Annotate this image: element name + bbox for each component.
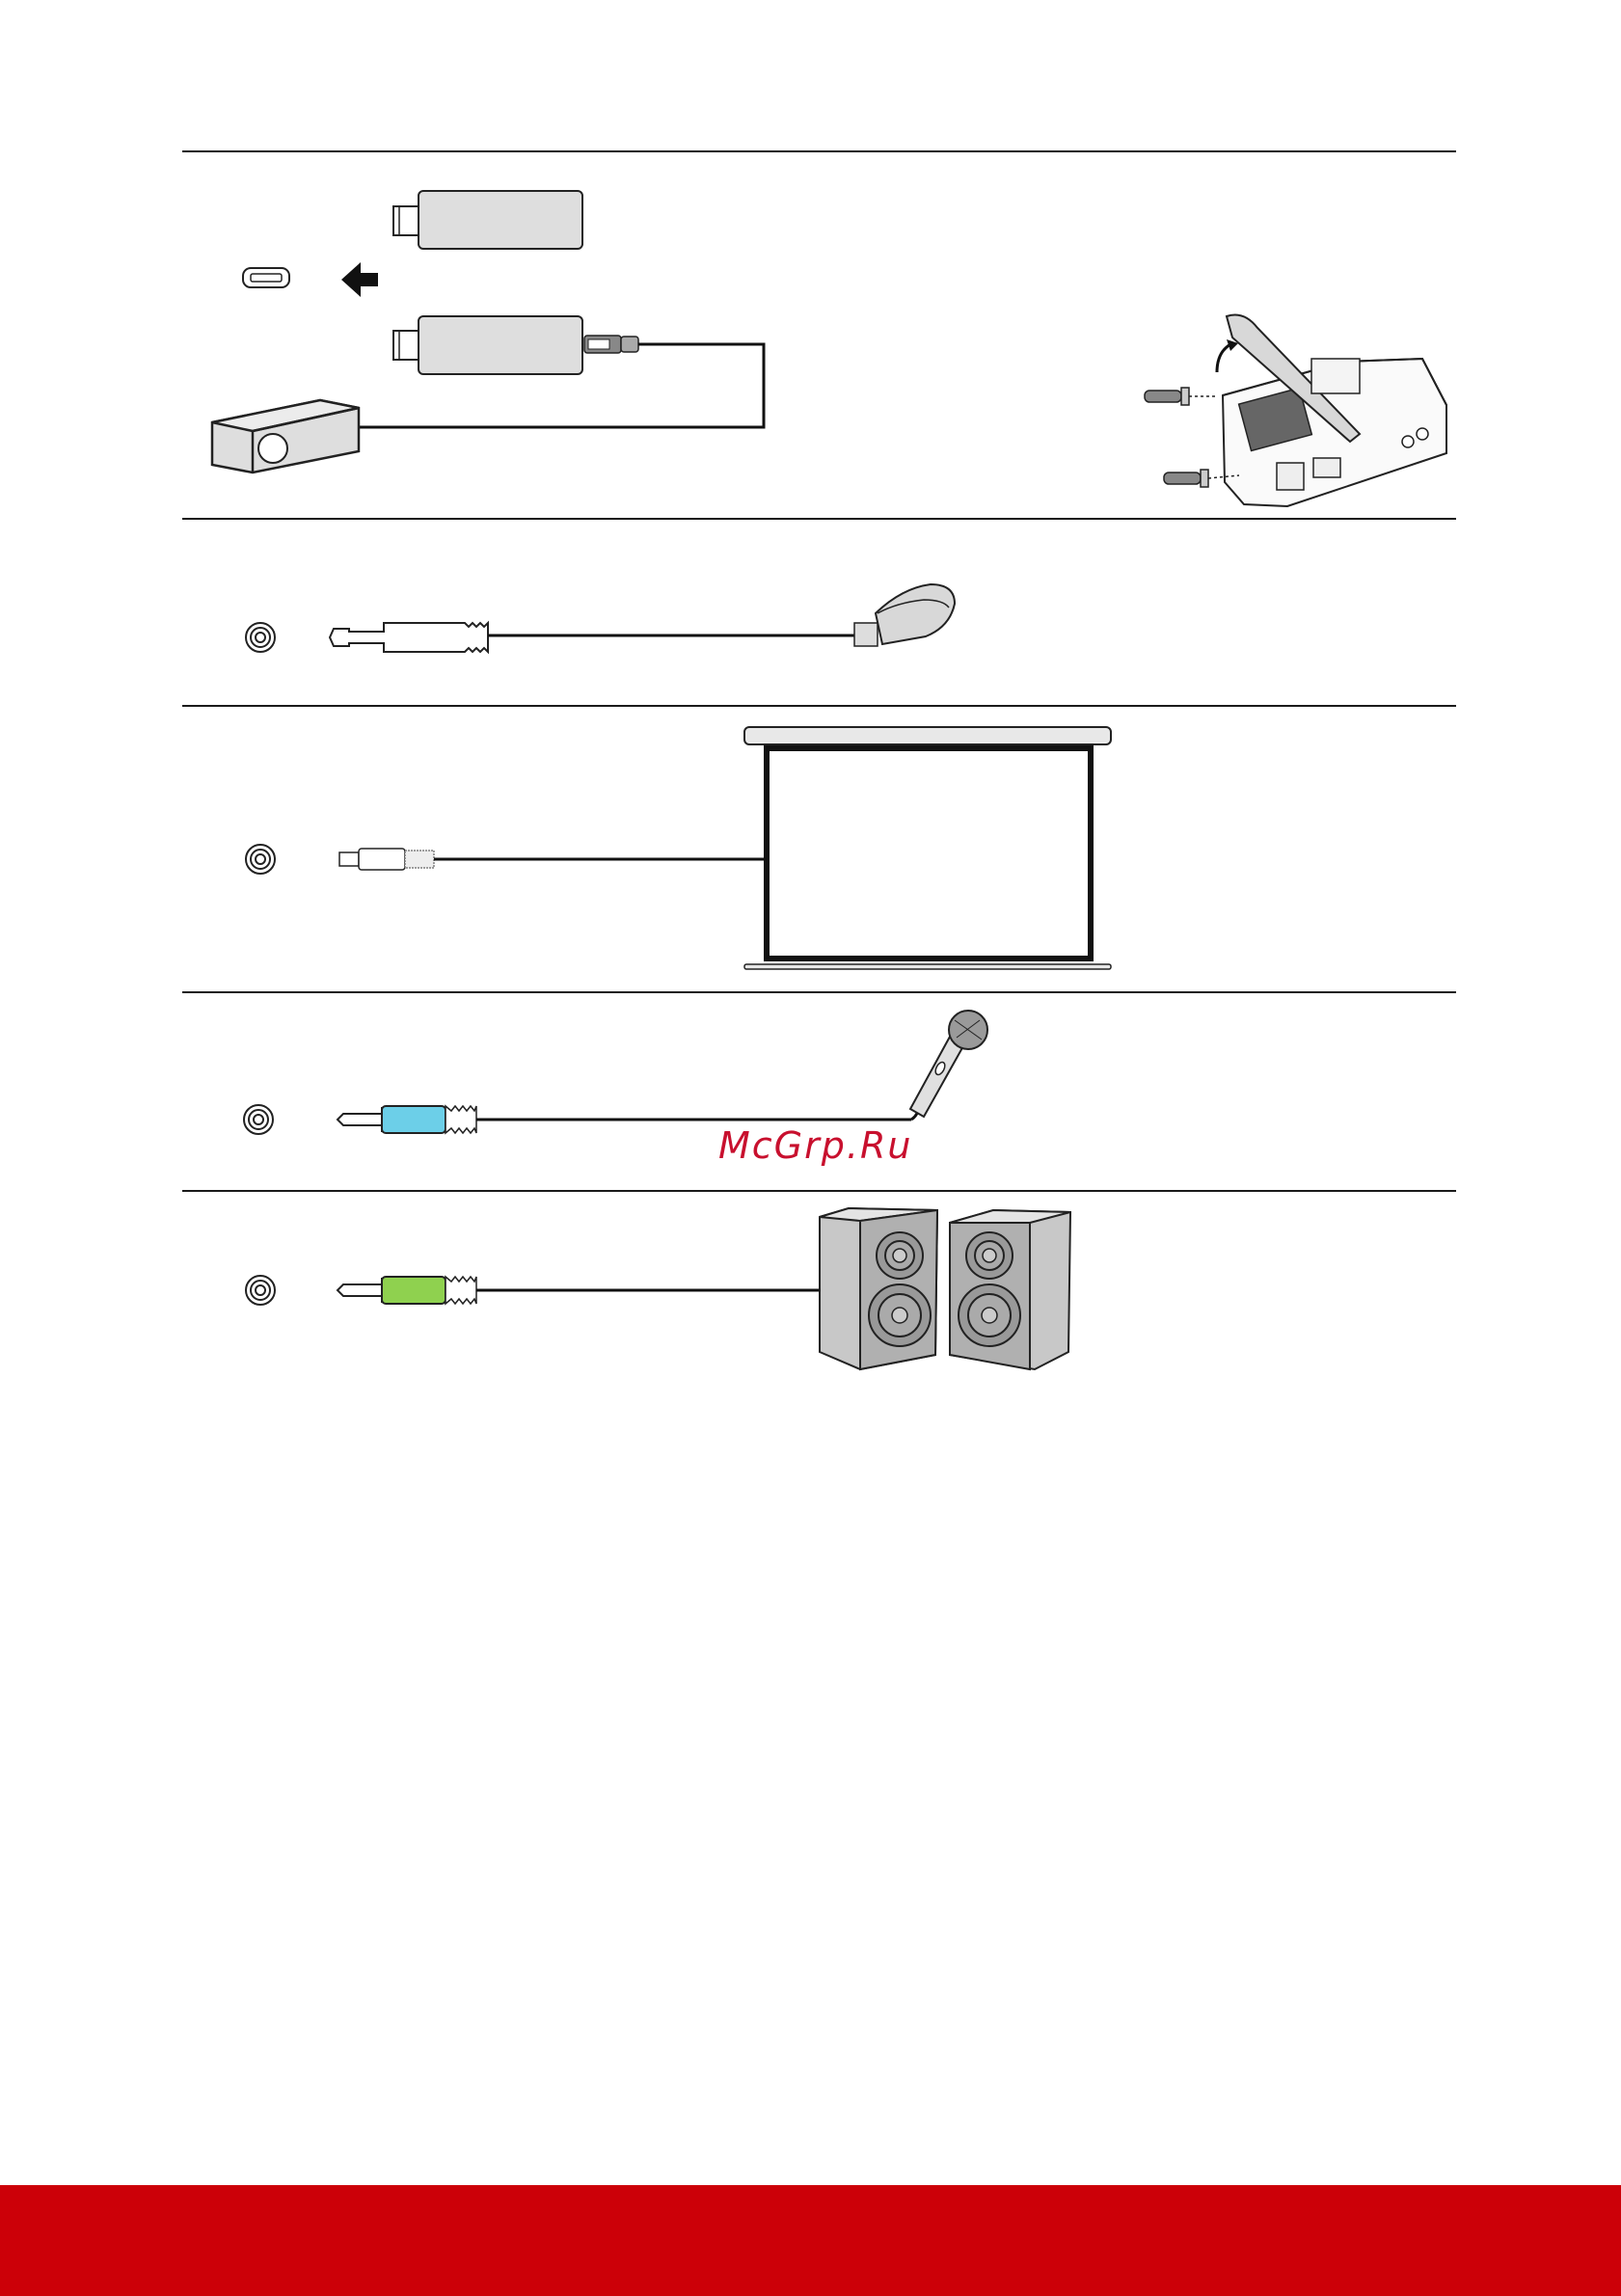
wireless-dongle-icon	[393, 191, 582, 249]
watermark-text: McGrp.Ru	[718, 1124, 913, 1167]
usb-power-adapter-icon	[212, 400, 359, 473]
projection-screen-icon	[744, 727, 1111, 969]
mic-port-icon	[244, 1105, 273, 1134]
microphone-icon	[910, 1011, 987, 1120]
ir-receiver-cable-icon	[330, 584, 955, 652]
arrow-left-icon	[341, 262, 378, 297]
speaker-plug-icon	[338, 1277, 822, 1304]
hdmi-port-icon	[243, 268, 289, 287]
usb-dongle-icon	[359, 316, 764, 427]
screw-icon	[1145, 388, 1217, 405]
footer-brand-bar	[0, 2185, 1621, 2296]
dc-12v-port-icon	[246, 845, 275, 874]
ir-port-icon	[246, 623, 275, 652]
speakers-icon	[820, 1208, 1070, 1369]
dc-plug-icon	[339, 849, 767, 870]
projector-cover-screws-icon	[1145, 315, 1446, 507]
audio-out-port-icon	[246, 1276, 275, 1305]
